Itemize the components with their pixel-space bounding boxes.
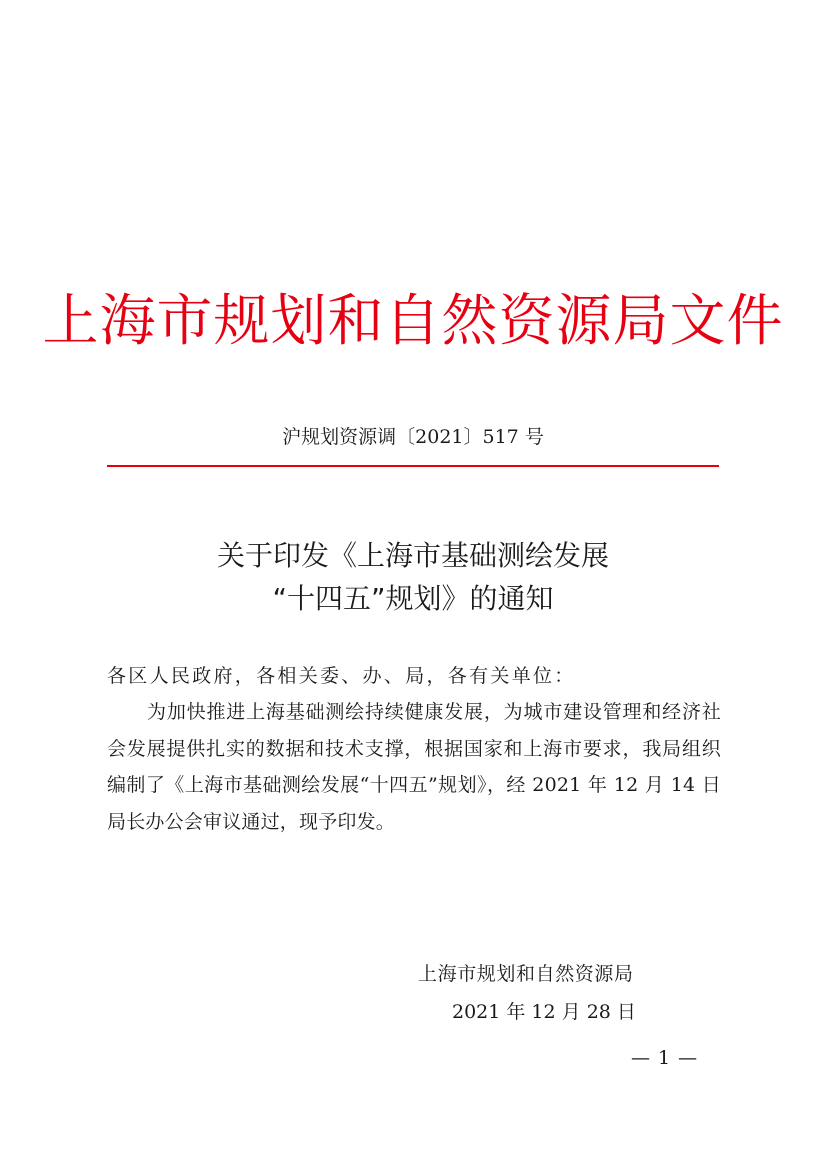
issuing-authority: 上海市规划和自然资源局 — [418, 963, 634, 985]
document-title-line-1: 关于印发《上海市基础测绘发展 — [216, 539, 609, 572]
body-paragraph: 为加快推进上海基础测绘持续健康发展，为城市建设管理和经济社会发展提供扎实的数据和技术支撑，根据国家和上海市要求，我局组织编制了《上海市基础测绘发展“十四五”规划》，经 2021 年 12 月 14 日局长办公会审议通过，现予印发。 — [107, 701, 721, 833]
page-number: — 1 — — [631, 1047, 699, 1069]
salutation: 各区人民政府，各相关委、办、局，各有关单位： — [107, 665, 576, 687]
issue-date: 2021 年 12 月 28 日 — [452, 1001, 636, 1023]
document-masthead: 上海市规划和自然资源局文件 — [42, 289, 784, 354]
document-title — [0, 534, 826, 620]
document-number: 沪规划资源调〔2021〕517 号 — [282, 426, 544, 448]
red-separator-line — [107, 465, 719, 467]
document-title-line-2: “十四五”规划》的通知 — [272, 582, 554, 615]
